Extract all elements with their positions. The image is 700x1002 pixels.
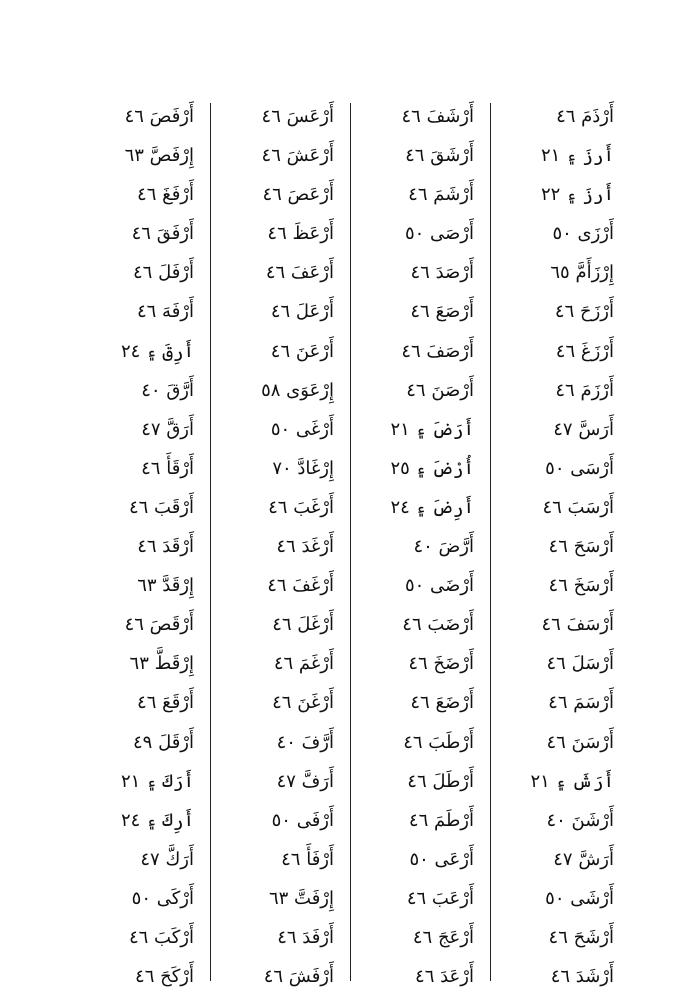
index-entry: إِرْقَدَّ ٦٣ [137, 575, 194, 597]
index-entry: أَرْسَمَ ٤٦ [548, 692, 614, 714]
index-entry: أَرْقَعَ ٤٦ [137, 692, 194, 714]
index-entry: أَرَّضَ ٤٠ [413, 536, 474, 558]
index-entry: أَرْزَى ٥٠ [552, 223, 614, 245]
index-entry: أَرزَ ۽ ٢١ [541, 145, 614, 167]
index-entry: أَرْطَلَ ٤٦ [407, 770, 474, 792]
index-entry: أَرْذَمَ ٤٦ [556, 106, 614, 127]
index-entry: أَرْكَحَ ٤٦ [135, 966, 194, 988]
index-entry: أَرْقَأَ ٤٦ [141, 457, 194, 479]
index-entry: أَرْقَدَ ٤٦ [137, 536, 194, 558]
index-entry: أَرْسَخَ ٤٦ [548, 575, 614, 597]
index-entry: أَرْصَدَ ٤٦ [410, 262, 474, 284]
index-entry: أَرْضَعَ ٤٦ [410, 692, 474, 714]
index-entry: أَرْصَفَ ٤٦ [401, 340, 474, 362]
index-entry: أَرْفَدَ ٤٦ [277, 926, 334, 948]
index-entry: أَرَّفَ ٤٠ [276, 731, 334, 753]
index-entry: أَرْغَى ٥٠ [270, 418, 334, 440]
index-entry: أَرْفَهَ ٤٦ [136, 301, 194, 323]
index-entry: أَرْصَنَ ٤٦ [406, 379, 474, 401]
index-entry: إِرْغَادَّ ٧٠ [272, 457, 334, 479]
index-entry: أَرْكَى ٥٠ [131, 887, 194, 909]
index-entry: أَرْقَصَ ٤٦ [124, 614, 194, 636]
index-column-1 [490, 97, 630, 987]
index-entry: أَرْسَنَ ٤٦ [546, 731, 614, 753]
index-entry: أَرْعَجَ ٤٦ [412, 926, 474, 948]
index-entry: أَرْطَبَ ٤٦ [403, 731, 474, 753]
index-entry: أَرْكَبَ ٤٦ [128, 926, 194, 948]
index-entry: أَرْعَصَ ٤٦ [262, 184, 334, 206]
index-entry: أَرْعَفَ ٤٦ [265, 262, 334, 284]
index-entry: أَرْسَى ٥٠ [545, 457, 614, 479]
index-entry: أَرْعَظَ ٤٦ [267, 223, 334, 245]
index-entry: أَرْغَفَ ٤٦ [267, 575, 334, 597]
index-entry: أَرْفَقَ ٤٦ [131, 223, 194, 245]
index-entry: أَرْشَدَ ٤٦ [550, 966, 614, 988]
index-entry: أَرْسَلَ ٤٦ [546, 653, 614, 675]
index-entry: أَرَقَّ ٤٧ [141, 418, 194, 440]
index-entry: أَرْقَبَ ٤٦ [128, 496, 194, 518]
index-entry: أَرَفَّ ٤٧ [276, 770, 334, 792]
index-entry: أَرْعَبَ ٤٦ [406, 887, 474, 909]
index-entry: أَرَكَّ ٤٧ [140, 848, 194, 870]
index-entry: أَرَضَ ۽ ٢١ [390, 418, 474, 440]
index-entry: أَرْشَنَ ٤٠ [546, 809, 614, 831]
index-entry: أَرْضَخَ ٤٦ [408, 653, 474, 675]
index-entry: أَرْزَحَ ٤٦ [554, 301, 614, 323]
index-entry: أَرْفَشَ ٤٦ [263, 966, 334, 988]
index-entry: إِرْقَطَّ ٦٣ [129, 653, 194, 675]
index-entry: أَرْعَلَ ٤٦ [270, 301, 334, 323]
index-entry: إِرْعَوَى ٥٨ [261, 379, 334, 401]
index-entry: أَرْعَى ٥٠ [409, 848, 474, 870]
index-column-4 [70, 97, 210, 987]
verb-index-table [70, 97, 630, 987]
index-entry: أَرْصَى ٥٠ [404, 223, 474, 245]
index-entry: أَرْطَمَ ٤٦ [408, 809, 474, 831]
index-entry: أَرْشَى ٥٠ [545, 887, 614, 909]
index-entry: أَرَكَ ۽ ٢١ [121, 770, 194, 792]
index-entry: أَرِقَ ۽ ٢٤ [121, 340, 194, 362]
index-entry: أَرَشَّ ٤٧ [553, 848, 614, 870]
index-entry: أَرْشَحَ ٤٦ [548, 926, 614, 948]
index-entry: أَرْسَفَ ٤٦ [541, 614, 614, 636]
index-entry: أَرْضَى ٥٠ [404, 575, 474, 597]
index-entry: إِرْفَتَّ ٦٣ [268, 887, 334, 909]
index-entry: أَرْسَبَ ٤٦ [542, 496, 614, 518]
index-entry: أَرِضَ ۽ ٢٤ [390, 496, 474, 518]
index-entry: أَرْفَأَ ٤٦ [281, 848, 334, 870]
index-entry: أَرْصَعَ ٤٦ [410, 301, 474, 323]
index-column-3 [210, 97, 350, 987]
index-entry: أَرْعَسَ ٤٦ [261, 106, 334, 127]
index-entry: إِرْزَأَمَّ ٦٥ [550, 262, 614, 284]
index-entry: أَرَشَ ۽ ٢١ [530, 770, 614, 792]
index-entry: أَرْشَقَ ٤٦ [405, 145, 474, 167]
index-entry: أَرْعَشَ ٤٦ [261, 145, 334, 167]
index-column-2 [350, 97, 490, 987]
index-entry: أَرْفَلَ ٤٦ [133, 262, 194, 284]
index-entry: أَرْغَمَ ٤٦ [273, 653, 334, 675]
index-entry: أَرْفَصَ ٤٦ [124, 106, 194, 127]
index-entry: أُرْضَ ۽ ٢٥ [390, 457, 474, 479]
index-entry: أَرْغَنَ ٤٦ [272, 692, 334, 714]
index-entry: إِرْفَصَّ ٦٣ [124, 145, 194, 167]
index-entry: أَرْغَلَ ٤٦ [272, 614, 334, 636]
index-entry: أَرَّقَ ٤٠ [141, 379, 194, 401]
index-entry: أَرْزَمَ ٤٦ [555, 379, 614, 401]
index-entry: أَرْقَلَ ٤٩ [133, 731, 194, 753]
index-entry: أَرَسَّ ٤٧ [553, 418, 614, 440]
index-entry: أَرْشَمَ ٤٦ [408, 184, 474, 206]
index-entry: أَرزَ ۽ ٢٢ [541, 184, 614, 206]
index-entry: أَرِكَ ۽ ٢٤ [121, 809, 194, 831]
index-entry: أَرْضَبَ ٤٦ [402, 614, 474, 636]
index-entry: أَرْغَبَ ٤٦ [268, 496, 334, 518]
index-entry: أَرْفَغَ ٤٦ [137, 184, 194, 206]
index-entry: أَرْعَدَ ٤٦ [415, 966, 474, 988]
index-entry: أَرْغَدَ ٤٦ [276, 536, 334, 558]
index-entry: أَرْشَفَ ٤٦ [401, 106, 474, 127]
index-entry: أَرْزَغَ ٤٦ [555, 340, 614, 362]
index-entry: أَرْفَى ٥٠ [271, 809, 334, 831]
index-entry: أَرْسَحَ ٤٦ [548, 536, 614, 558]
index-entry: أَرْعَنَ ٤٦ [270, 340, 334, 362]
